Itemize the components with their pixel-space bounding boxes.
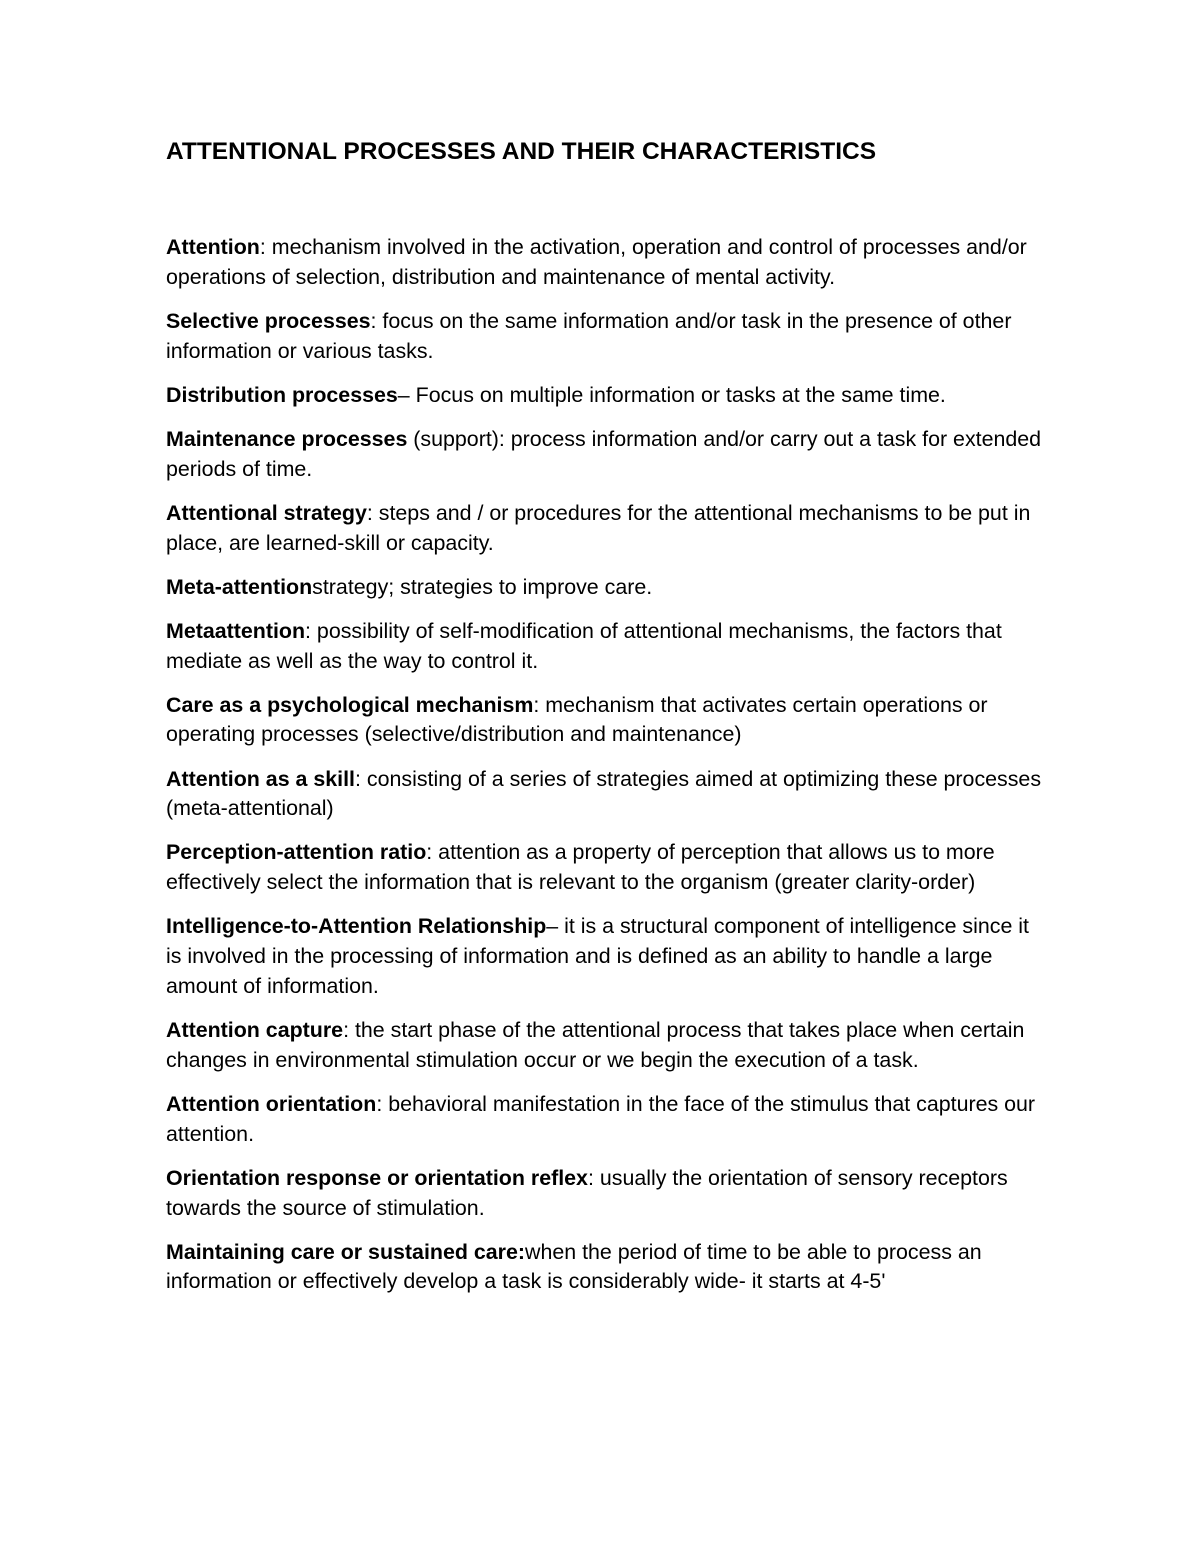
definition-term: Attention as a skill bbox=[166, 766, 355, 791]
definition-perception-attention-ratio bbox=[166, 838, 1046, 898]
definition-term: Attentional strategy bbox=[166, 500, 367, 525]
definition-text: : consisting of a series of strategies aimed at optimizing these processes (meta-attentional) bbox=[166, 766, 1042, 821]
definition-term: Maintenance processes bbox=[166, 426, 408, 451]
definition-list bbox=[166, 233, 1046, 1312]
definition-text: : possibility of self-modification of attentional mechanisms, the factors that mediate as well as the way to control it. bbox=[166, 618, 1002, 673]
definition-term: Meta-attention bbox=[166, 574, 313, 599]
definition-attention-orientation bbox=[166, 1090, 1046, 1150]
definition-attention bbox=[166, 233, 1046, 293]
definition-maintenance-processes bbox=[166, 425, 1046, 485]
definition-term: Intelligence-to-Attention Relationship bbox=[166, 914, 547, 939]
definition-text: : the start phase of the attentional process that takes place when certain changes in environmental stimulation occur or we begin the execution of a task. bbox=[166, 1018, 1025, 1072]
document-title: ATTENTIONAL PROCESSES AND THEIR CHARACTERISTICS bbox=[166, 138, 877, 165]
definition-term: Perception-attention ratio bbox=[166, 840, 427, 865]
definition-distribution-processes bbox=[166, 381, 1046, 411]
definition-text: (support): process information and/or carry out a task for extended periods of time. bbox=[166, 426, 1042, 481]
definition-term: Attention bbox=[166, 235, 260, 259]
definition-term: Attention orientation bbox=[166, 1091, 377, 1116]
definition-care-psychological-mechanism bbox=[166, 691, 1046, 751]
definition-text: : behavioral manifestation in the face of the stimulus that captures our attention. bbox=[166, 1091, 1036, 1146]
definition-text: when the period of time to be able to process an information or effectively develop a task is considerably wide- it starts at 4-5' bbox=[166, 1239, 982, 1294]
definition-text: : mechanism that activates certain operations or operating processes (selective/distribution and maintenance) bbox=[166, 692, 988, 747]
definition-text: : steps and / or procedures for the attentional mechanisms to be put in place, are learned-skill or capacity. bbox=[166, 500, 1031, 555]
definition-term: Orientation response or orientation reflex bbox=[166, 1165, 588, 1190]
definition-text: : attention as a property of perception that allows us to more effectively select the information that is relevant to the organism (greater clarity-order) bbox=[166, 840, 995, 895]
definition-text: : focus on the same information and/or task in the presence of other information or various tasks. bbox=[166, 308, 1012, 363]
definition-intelligence-attention-relationship bbox=[166, 912, 1046, 1001]
definition-metaattention bbox=[166, 617, 1046, 677]
definition-term: Selective processes bbox=[166, 308, 371, 333]
definition-text: – Focus on multiple information or tasks at the same time. bbox=[397, 382, 946, 407]
definition-text: strategy; strategies to improve care. bbox=[312, 574, 653, 599]
definition-sustained-care bbox=[166, 1238, 1046, 1298]
definition-attention-as-skill bbox=[166, 765, 1046, 825]
definition-text: : usually the orientation of sensory receptors towards the source of stimulation. bbox=[166, 1165, 1008, 1220]
definition-term: Care as a psychological mechanism bbox=[166, 692, 534, 717]
definition-term: Metaattention bbox=[166, 618, 306, 643]
definition-term: Attention capture bbox=[166, 1018, 344, 1042]
definition-attentional-strategy bbox=[166, 499, 1046, 559]
definition-text: : mechanism involved in the activation, operation and control of processes and/or operations of selection, distribution and maintenance of mental activity. bbox=[166, 235, 1027, 289]
definition-meta-attention bbox=[166, 573, 1046, 603]
definition-selective-processes bbox=[166, 307, 1046, 367]
definition-attention-capture bbox=[166, 1016, 1046, 1076]
definition-text: – it is a structural component of intelligence since it is involved in the processing of information and is defined as an ability to handle a large amount of information. bbox=[166, 914, 1030, 998]
definition-orientation-response bbox=[166, 1164, 1046, 1224]
definition-term: Distribution processes bbox=[166, 382, 398, 407]
definition-term: Maintaining care or sustained care: bbox=[166, 1239, 525, 1264]
